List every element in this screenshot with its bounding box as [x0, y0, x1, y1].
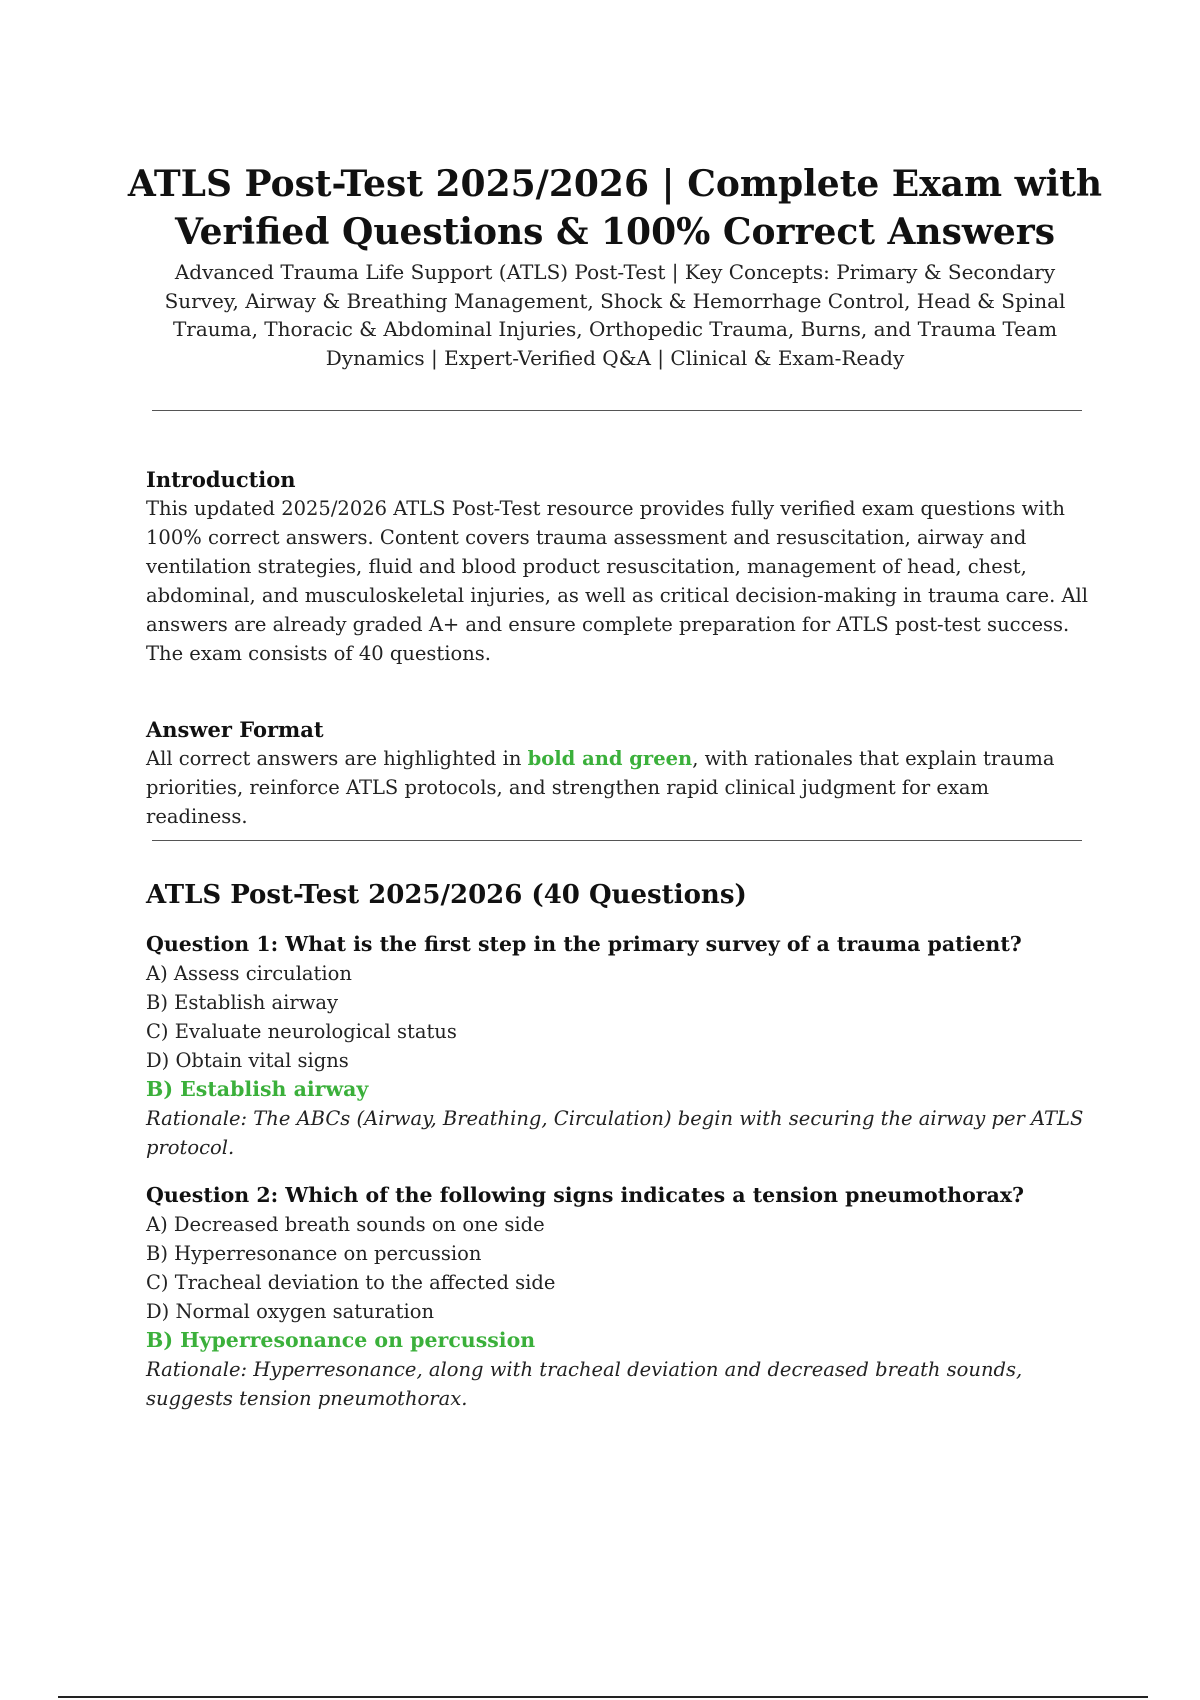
answer-format-text	[146, 744, 1096, 831]
section-title: ATLS Post-Test 2025/2026 (40 Questions)	[146, 880, 747, 910]
question-option: B) Establish airway	[146, 991, 339, 1014]
question-prompt: Question 1: What is the first step in the primary survey of a trauma patient?	[146, 932, 1022, 956]
introduction-text: This updated 2025/2026 ATLS Post-Test resource provides fully verified exam questions with 100% correct answers. Content covers trauma assessment and resuscitation, airway and ventilation strategies, fluid and blood product resuscitation, management of head, chest, abdominal, and musculoskeletal injuries, as well as critical decision-making in trauma care. All answers are already graded A+ and ensure complete preparation for ATLS post-test success. The exam consists of 40 questions.	[146, 497, 1089, 665]
answer-format-text-before: All correct answers are highlighted in	[146, 747, 528, 770]
question-1	[146, 929, 1096, 1162]
question-option: B) Hyperresonance on percussion	[146, 1242, 482, 1265]
question-option: C) Evaluate neurological status	[146, 1020, 457, 1043]
correct-answer: B) Establish airway	[146, 1077, 369, 1101]
question-2	[146, 1180, 1096, 1413]
question-rationale: Rationale: The ABCs (Airway, Breathing, Circulation) begin with securing the airway per ATLS protocol.	[146, 1107, 1084, 1159]
introduction-section	[146, 466, 1096, 668]
document-subtitle: Advanced Trauma Life Support (ATLS) Post-Test | Key Concepts: Primary & Secondary Survey, Airway & Breathing Management, Shock & Hemorrhage Control, Head & Spinal Trauma, Thoracic & Abdominal Injuries, Orthopedic Trauma, Burns, and Trauma Team Dynamics | Expert-Verified Q&A | Clinical & Exam-Ready	[164, 260, 1066, 370]
answer-format-heading: Answer Format	[146, 717, 324, 742]
question-option: D) Obtain vital signs	[146, 1049, 349, 1072]
correct-answer: B) Hyperresonance on percussion	[146, 1328, 536, 1352]
question-option: C) Tracheal deviation to the affected side	[146, 1271, 556, 1294]
divider-top	[152, 410, 1082, 411]
footer-rule	[58, 1696, 1148, 1698]
answer-format-section	[146, 716, 1096, 831]
question-option: A) Decreased breath sounds on one side	[146, 1213, 545, 1236]
question-option: D) Normal oxygen saturation	[146, 1300, 434, 1323]
answer-format-text-after: , with rationales that explain trauma priorities, reinforce ATLS protocols, and strengthen rapid clinical judgment for exam readiness.	[146, 747, 1055, 828]
document-title: ATLS Post-Test 2025/2026 | Complete Exam with Verified Questions & 100% Correct Answers	[127, 163, 1103, 253]
divider-middle	[152, 840, 1082, 841]
answer-format-highlight: bold and green	[527, 747, 693, 770]
question-option: A) Assess circulation	[146, 962, 352, 985]
introduction-heading: Introduction	[146, 467, 296, 492]
question-prompt: Question 2: Which of the following signs indicates a tension pneumothorax?	[146, 1183, 1025, 1207]
question-rationale: Rationale: Hyperresonance, along with tracheal deviation and decreased breath sounds, suggests tension pneumothorax.	[146, 1358, 1023, 1410]
